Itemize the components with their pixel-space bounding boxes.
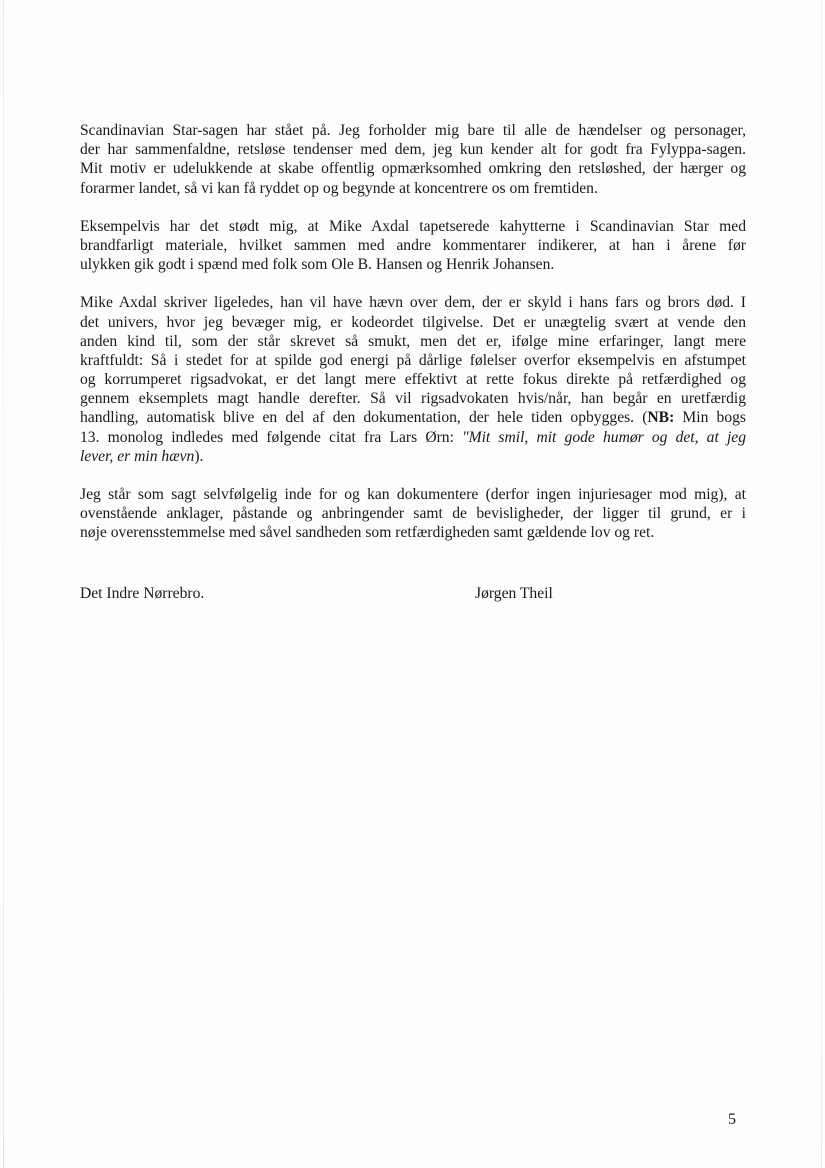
text-line: Eksempelvis har det stødt mig, at Mike Axdal tapetserede kahytterne i Scandinavian Star med [80, 217, 746, 235]
nb-line-end: Min bogs [674, 409, 746, 427]
paragraph-1 [80, 121, 746, 198]
paragraph-3 [80, 293, 746, 466]
page-number: 5 [728, 1111, 736, 1128]
text-line-quote [80, 428, 746, 447]
nb-label: NB: [647, 409, 675, 427]
document-body [80, 121, 746, 562]
text-line: Mit motiv er udelukkende at skabe offentlig opmærksomhed omkring den retsløshed, der hærger og [80, 160, 746, 178]
text-line: der har sammenfaldne, retsløse tendenser med dem, jeg kun kender alt for godt fra Fylyppa-sagen. [80, 141, 746, 159]
text-line-quote-end [80, 447, 746, 466]
author-name: Jørgen Theil [475, 585, 553, 602]
scan-edge-left [3, 0, 4, 1168]
text-line: nøje overensstemmelse med såvel sandheden som retfærdigheden samt gældende lov og ret. [80, 524, 655, 542]
paragraph-2 [80, 217, 746, 275]
text-line: forarmer landet, så vi kan få ryddet op og begynde at koncentrere os om fremtiden. [80, 179, 598, 197]
text-line: brandfarligt materiale, hvilket sammen med andre kommentarer indikerer, at han i årene før [80, 236, 746, 254]
quote-text-part2: lever, er min hævn [80, 447, 195, 465]
paragraph-4 [80, 485, 746, 543]
text-line: kraftfuldt: Så i stedet for at spilde god energi på dårlige følelser overfor eksempelvis en afstumpet [80, 351, 746, 369]
text-line: ovenstående anklager, påstande og anbringender samt de bevisligheder, der ligger til grund, er i [80, 505, 746, 523]
text-line: anden kind til, som der står skrevet så smukt, men det er, ifølge mine erfaringer, langt mere [80, 332, 746, 350]
text-line: Jeg står som sagt selvfølgelig inde for og kan dokumentere (derfor ingen injuriesager mod mig), at [80, 486, 746, 503]
place-text: Det Indre Nørrebro. [80, 585, 205, 602]
quote-intro: 13. monolog indledes med følgende citat fra Lars Ørn: [80, 428, 463, 446]
nb-line-start: handling, automatisk blive en del af den dokumentation, der hele tiden opbygges. ( [80, 409, 648, 427]
text-line: Mike Axdal skriver ligeledes, han vil have hævn over dem, der er skyld i hans fars og brors død. I [80, 294, 746, 312]
text-line: og korrumperet rigsadvokat, er det langt mere effektivt at rette fokus direkte på retfærdighed og [80, 371, 746, 389]
text-line: Scandinavian Star-sagen har stået på. Jeg forholder mig bare til alle de hændelser og personager, [80, 122, 746, 139]
text-line: ulykken gik godt i spænd med folk som Ole B. Hansen og Henrik Johansen. [80, 256, 555, 274]
quote-end: ). [194, 447, 204, 465]
text-line: det univers, hvor jeg bevæger mig, er kodeordet tilgivelse. Det er unægtelig svært at vende den [80, 313, 746, 331]
text-line-nb [80, 408, 746, 427]
scan-edge-right [821, 0, 822, 1168]
quote-text-part1: "Mit smil, mit gode humør og det, at jeg [462, 428, 746, 446]
text-line: gennem eksemplets magt handle derefter. Så vil rigsadvokaten hvis/når, han begår en uretfærdig [80, 390, 746, 408]
